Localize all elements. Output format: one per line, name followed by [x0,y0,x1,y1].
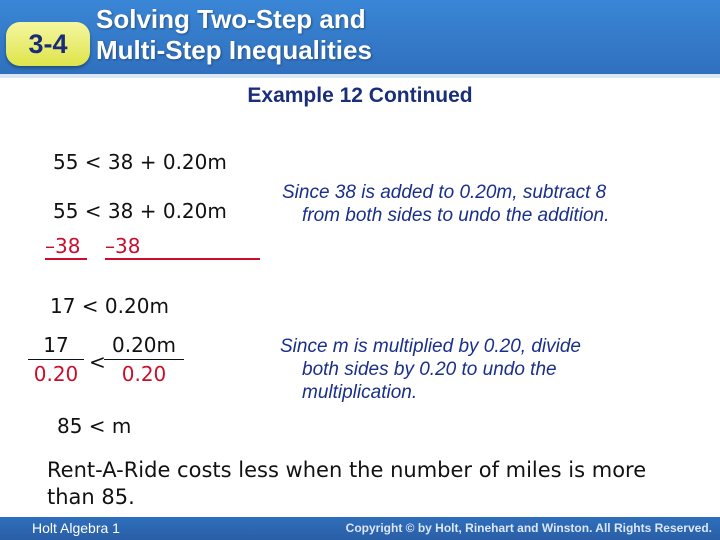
note-subtract-line2: from both sides to undo the addition. [302,205,610,226]
footer-band [0,517,720,540]
note-divide-line2: both sides by 0.20 to undo the [302,359,557,380]
fraction-right [104,333,184,386]
note-divide [280,335,581,404]
subtract-right: –38 [105,234,260,260]
lesson-number-badge: 3-4 [6,22,90,66]
lesson-title-line2: Multi-Step Inequalities [96,35,372,65]
note-subtract [282,181,609,227]
step-line-3: 17 < 0.20m [50,294,169,318]
fraction-left [28,333,84,386]
step-line-4: 85 < m [57,414,132,438]
fraction-right-denominator: 0.20 [121,362,167,386]
fraction-operator: < [89,350,106,374]
step-line-2: 55 < 38 + 0.20m [53,199,227,223]
fraction-left-denominator: 0.20 [33,362,79,386]
note-subtract-line1: Since 38 is added to 0.20m, subtract 8 [282,182,607,203]
lesson-title [96,4,596,66]
example-title: Example 12 Continued [247,84,473,107]
fraction-right-numerator: 0.20m [111,333,176,357]
lesson-title-line1: Solving Two-Step and [96,4,366,34]
fraction-left-numerator: 17 [43,333,69,357]
note-divide-line1: Since m is multiplied by 0.20, divide [280,336,581,357]
header-band [0,0,720,78]
conclusion-text: Rent-A-Ride costs less when the number of miles is more than 85. [47,458,647,509]
step-line-1: 55 < 38 + 0.20m [53,150,227,174]
subtract-left: –38 [45,234,87,260]
footer-course: Holt Algebra 1 [32,520,120,536]
note-divide-line3: multiplication. [302,382,418,403]
footer-copyright: Copyright © by Holt, Rinehart and Winston. All Rights Reserved. [345,521,712,535]
